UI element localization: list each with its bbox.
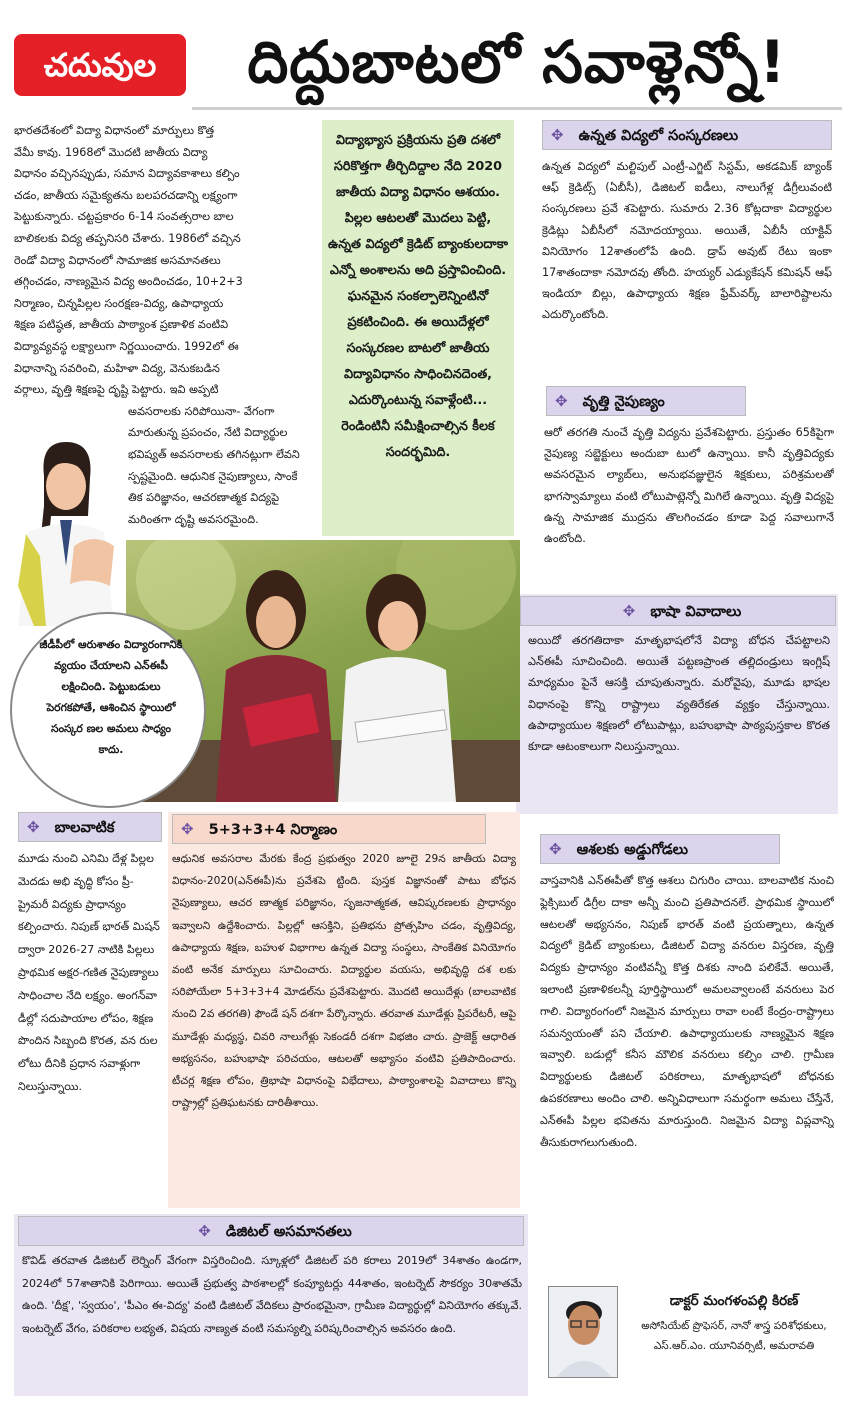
section-title-balavatika: బాలవాటిక	[54, 820, 115, 836]
ornament-icon: ✥	[555, 392, 568, 410]
headline: దిద్దుబాటలో సవాళ్లెన్నో!	[192, 14, 842, 110]
section-text-structure: ఆధునిక అవసరాల మేరకు కేంద్ర ప్రభుత్వం 2020 జూలై 29న జాతీయ విద్యా విధానం-2020(ఎన్ఈపీ)ను ప్రవేశపె ట్టింది. పుస్తక విజ్ఞానంతో పాటు బోధన నైపుణ్యాలు, ఆచర ణాత్మక పరిజ్ఞానం, సృజనాత్మకత, ఆవిష్కరణలకు ప్రాధాన్యం ఇవ్వాలని ఉద్దేశించారు. పిల్లల్లో ఆసక్తిని, ప్రతిభను ప్రోత్సహిం చడం, వృత్తివిద్య, ఉపాధ్యాయ శిక్షణ, బహుళ విభాగాల ఉన్నత విద్యా సంస్థలు, సాంకేతిక వినియోగం వంటి అనేక మార్పులు సూచించారు. విద్యార్థుల వయసు, అభివృద్ధి దశ లకు సరిపోయేలా 5+3+3+4 మోడల్‌ను ప్రవేశపెట్టారు. మొదటి అయిదేళ్లు (బాలవాటిక నుంచి 2వ తరగతి) ఫౌండే షన్ దశగా పేర్కొన్నారు. తరవాత మూడేళ్లు ప్రిపరేటరీ, ఆపై మూడేళ్లు మధ్యస్థ, చివరి నాలుగేళ్లు సెకండరీ దశగా విభజిం చారు. ప్రాజెక్ట్ ఆధారిత అభ్యసనం, బహుభాషా పరిచయం, ఆటలతో అభ్యాసం వంటివి ప్రతిపాదించారు. టీచర్ల శిక్షణ లోపం, త్రిభాషా విధానంపై విభేదాలు, పాఠ్యాంశాలపై వివాదాలు కొన్ని రాష్ట్రాల్లో ప్రతిఘటనకు దారితీశాయి.	[172, 853, 516, 1110]
intro-line: స్పష్టమైంది. ఆధునిక నైపుణ్యాలు, సాంకే	[128, 469, 298, 483]
ornament-icon: ✥	[551, 126, 564, 144]
intro-line: నిర్మాణం, చిన్నపిల్లల సంరక్షణ-విద్య, ఉపాధ్యాయ	[14, 296, 224, 310]
girl-illustration	[4, 436, 128, 626]
masthead	[0, 0, 849, 112]
intro-line: భారతదేశంలో విద్యా విధానంలో మార్పులు కొత్త	[14, 124, 215, 137]
ornament-icon: ✥	[198, 1222, 211, 1240]
intro-line: శిక్షణ పటిష్ఠత, జాతీయ పాఠ్యాంశ ప్రణాళిక వంటివి	[14, 318, 229, 332]
intro-line: వర్గాలు, వృత్తి శిక్షణపై దృష్టి పెట్టారు. ఇవి అప్పటి	[14, 383, 219, 397]
section-text-barriers: వాస్తవానికి ఎన్ఈపీతో కొత్త ఆశలు చిగురిం చాయి. బాలవాటిక నుంచి ఫ్లెక్సిబుల్ డిగ్రీల దాకా అన్నీ మంచి ప్రతిపాదనలే. ప్రాథమిక స్థాయిలో ఆటలతో అభ్యసనం, నిపుణ్ భారత్ వంటి ప్రయత్నాలు, ఉన్నత విద్యలో క్రెడిట్ బ్యాంకులు, డిజిటల్ విద్యా వనరుల విస్తరణ, వృత్తి విద్యకు ప్రాధాన్యం వంటివన్నీ కొత్త దిశకు నాంది పలికేవే. అయితే, ఇలాంటి ప్రణాళికలన్నీ పూర్తిస్థాయిలో అమలవ్వాలంటే వనరులు పెర గాలి. విద్యారంగంలో నిజమైన మార్పులు రావా లంటే కేంద్రం-రాష్ట్రాలు సమన్వయంతో పని చేయాలి. ఉపాధ్యాయులకు నాణ్యమైన శిక్షణ ఇవ్వాలి. బడుల్లో కనీస మౌలిక వనరులు కల్పిం చాలి. గ్రామీణ విద్యార్థులకు డిజిటల్ పరికరాలు, మాతృభాషలో బోధనకు ఉపకరణాలు అందిం చాలి. అన్నివిధాలుగా సమర్థంగా అమలు చేస్తేనే, ఎన్ఈపీ పిల్లల భవితను మారుస్తుంది. నిజమైన విద్యా విప్లవాన్ని తీసుకురాగలుగుతుంది.	[540, 874, 834, 1149]
intro-line: వేమీ కావు. 1968లో మొదటి జాతీయ విద్యా	[14, 145, 208, 159]
section-title-structure: 5+3+3+4 నిర్మాణం	[208, 822, 338, 838]
intro-line: తిక పరిజ్ఞానం, ఆచరణాత్మక విద్యపై	[128, 491, 280, 505]
budget-callout-text: జీడీపీలో ఆరుశాతం విద్యారంగానికి వ్యయం చేయాలని ఎన్ఈపీ లక్షించింది. పెట్టుబడులు పెరగకపోతే, ఆశించిన స్థాయిలో సంస్కర ణల అమలు సాధ్యం కాదు.	[39, 638, 183, 756]
intro-line: పెట్టుకున్నారు. చట్టప్రకారం 6-14 సంవత్సరాల బాల	[14, 210, 234, 224]
section-text-vocational: ఆరో తరగతి నుంచే వృత్తి విద్యను ప్రవేశపెట్టారు. ప్రస్తుతం 65కిపైగా నైపుణ్య సబ్జెక్టులు అందుబా టులో ఉన్నాయి. కానీ వృత్తివిద్యకు అవసరమైన ల్యాబ్‌లు, అనుభవజ్ఞులైన శిక్షకులు, పరిశ్రమలతో భాగస్వామ్యాలు వంటి లోటుపాట్లెన్నో మిగిలే ఉన్నాయి. వృత్తి విద్యపై ఉన్న సామాజిక ముద్రను తొలగించడం కూడా పెద్ద సవాలుగానే ఉంటోంది.	[544, 426, 834, 546]
intro-line: తగ్గించడం, నాణ్యమైన విద్య అందించడం, 10+2+3	[14, 275, 243, 289]
ornament-icon: ✥	[549, 840, 562, 858]
section-text-digital: కొవిడ్ తరవాత డిజిటల్ లెర్నింగ్ వేగంగా విస్తరించింది. స్కూళ్లలో డిజిటల్ పరి కరాలు 2019లో 34శాతం ఉండగా, 2024లో 57శాతానికి పెరిగాయి. అయితే ప్రభుత్వ పాఠశాలల్లో కంప్యూటర్లు 44శాతం, ఇంటర్నెట్ సౌకర్యం 30శాతమే ఉంది. 'దీక్ష', 'స్వయం', 'పీఎం ఈ-విద్య' వంటి డిజిటల్ వేదికలు ప్రారంభమైనా, గ్రామీణ విద్యార్థుల్లో వినియోగం తక్కువే. ఇంటర్నెట్ వేగం, పరికరాల లభ్యత, విషయ నాణ్యత వంటి సమస్యల్ని పరిష్కరించాల్సిన అవసరం ఉంది.	[22, 1254, 522, 1335]
ornament-icon: ✥	[622, 602, 636, 620]
section-title-higher-ed: ఉన్నత విద్యలో సంస్కరణలు	[578, 128, 739, 144]
section-head-digital	[18, 1216, 524, 1246]
intro-line: అవసరాలకు సరిపోయినా- వేగంగా	[128, 404, 275, 418]
section-head-vocational	[546, 386, 746, 416]
author-photo	[548, 1286, 618, 1378]
budget-callout	[10, 612, 206, 808]
author-designation: అసోసియేట్ ప్రొఫెసర్, నానో శాస్త్ర పరిశోధకులు, ఎస్.ఆర్.ఎం. యూనివర్సిటీ, అమరావతి	[641, 1320, 827, 1352]
section-head-balavatika	[18, 812, 162, 842]
intro-line: బాలికలకు విద్య తప్పనిసరి చేశారు. 1986లో వచ్చిన	[14, 232, 241, 245]
intro-line: విధానం వచ్చినప్పుడు, సమాన విద్యావకాశాలు కల్పిం	[14, 167, 240, 181]
section-title-language: భాషా వివాదాలు	[650, 604, 742, 620]
intro-line: భవిష్యత్ అవసరాలకు తగినట్లుగా లేవని	[128, 448, 300, 461]
section-head-higher-ed	[542, 120, 832, 150]
section-title-barriers: ఆశలకు అడ్డుగోడలు	[576, 842, 689, 858]
section-head-language	[520, 596, 836, 626]
section-title-vocational: వృత్తి నైపుణ్యం	[582, 394, 665, 410]
intro-line: విధానాన్ని సవరించి, మహిళా విద్య, వెనుకబడిన	[14, 361, 220, 375]
pull-quote-box	[322, 120, 514, 536]
section-text-language: అయిదో తరగతిదాకా మాతృభాషలోనే విద్యా బోధన చేపట్టాలని ఎన్ఈపీ సూచించింది. అయితే పట్టణప్రాంత తల్లిదండ్రులు ఇంగ్లిష్ మాధ్యమం పైనే ఆసక్తి చూపుతున్నారు. మరోవైపు, మూడు భాషల విధానంపై కొన్ని రాష్ట్రాలు వ్యతిరేకత వ్యక్తం చేస్తున్నాయి. ఉపాధ్యాయుల శిక్షణలో లోటుపాట్లు, బహుభాషా పాఠ్యపుస్తకాల కొరత కూడా ఆటంకాలుగా నిలుస్తున్నాయి.	[528, 634, 830, 754]
intro-line: విద్యావ్యవస్థ లక్ష్యాలుగా నిర్ణయించారు. 1992లో ఈ	[14, 340, 239, 353]
author-byline	[542, 1280, 842, 1400]
ornament-icon: ✥	[27, 818, 40, 836]
section-text-balavatika: మూడు నుంచి ఎనిమి దేళ్ల పిల్లల మెదడు అభి వృద్ధి కోసం ప్రీ-ప్రైమరీ విద్యకు ప్రాధాన్యం కల్పించారు. నిపుణ్ భారత్ మిషన్ ద్వారా 2026-27 నాటికి పిల్లలు ప్రాథమిక అక్షర-గణిత నైపుణ్యాలు సాధించాల నేది లక్ష్యం. అంగన్‌వా డీల్లో సదుపాయాల లోపం, శిక్షణ పొందిన సిబ్బంది కొరత, వన రుల లోటు దీనికి ప్రధాన సవాళ్లుగా నిలుస్తున్నాయి.	[18, 852, 160, 1093]
ornament-icon: ✥	[181, 820, 194, 838]
kicker-label: చదువుల	[14, 34, 186, 96]
section-head-barriers	[540, 834, 780, 864]
intro-line: మరింతగా దృష్టి అవసరమైంది.	[128, 512, 259, 526]
section-text-higher-ed: ఉన్నత విద్యలో మల్టిపుల్ ఎంట్రీ-ఎగ్జిట్ సిస్టమ్, అకడమిక్ బ్యాంక్ ఆఫ్ క్రెడిట్స్ (ఏబీసీ), డిజిటల్ ఐడీలు, నాలుగేళ్ల డిగ్రీలువంటి సంస్కరణలు ప్రవే శపెట్టారు. సుమారు 2.36 కోట్లదాకా విద్యార్థుల క్రెడిట్లు ఏబీసీలో నమోదయ్యాయి. అయితే, ఏబీసీ యాక్టివ్ వినియోగం 12శాతంలోపే ఉంది. డ్రాప్ అవుట్ రేటు ఇంకా 17శాతందాకా నమోదవు తోంది. హయ్యర్ ఎడ్యుకేషన్ కమిషన్ ఆఫ్ ఇండియా బిల్లు, ఉపాధ్యాయ శిక్షణ ఫ్రేమ్‌వర్క్ బాలారిష్టాలను ఎదుర్కొంటోంది.	[542, 160, 832, 322]
section-title-digital: డిజిటల్ అసమానతలు	[225, 1224, 352, 1240]
intro-line: చడం, జాతీయ సమైక్యతను బలపరచడాన్ని లక్ష్యంగా	[14, 188, 238, 202]
section-head-structure	[172, 814, 486, 844]
pull-quote-text: విద్యాభ్యాస ప్రక్రియను ప్రతి దశలో సరికొత్తగా తీర్చిదిద్దాల నేది 2020 జాతీయ విద్యా విధానం ఆశయం. పిల్లల ఆటలతో మొదలు పెట్టి, ఉన్నత విద్యలో క్రెడిట్ బ్యాంకులదాకా ఎన్నో అంశాలను అది ప్రస్తావించింది. ఘనమైన సంకల్పాలెన్నింటినో ప్రకటించింది. ఈ అయిదేళ్లలో సంస్కరణల బాటలో జాతీయ విద్యావిధానం సాధించినదెంత, ఎదుర్కొంటున్న సవాళ్లేంటి... రెండింటినీ సమీక్షించాల్సిన కీలక సందర్భమిది.	[328, 133, 508, 460]
author-name: డాక్టర్ మంగళంపల్లి కిరణ్	[669, 1293, 799, 1309]
intro-line: రెండో విద్యా విధానంలో సామాజిక అసమానతలు	[14, 253, 221, 267]
intro-line: మారుతున్న ప్రపంచం, నేటి విద్యార్థుల	[128, 426, 288, 440]
